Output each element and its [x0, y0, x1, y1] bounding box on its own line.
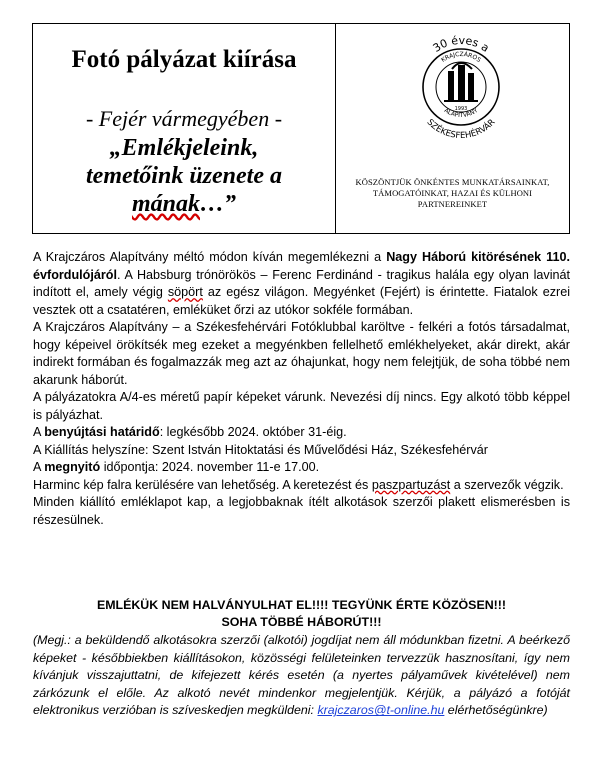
note — [33, 632, 570, 720]
motto-line-1: „Emlékjeleink, — [109, 135, 259, 161]
paragraph-intro — [33, 249, 570, 319]
page-title: Fotó pályázat kiírása — [71, 46, 297, 73]
note-end: elérhetőségünkre) — [444, 703, 548, 718]
deadline-prefix: A — [33, 425, 45, 439]
subtitle: - Fejér vármegyében - — [85, 106, 283, 131]
paragraph-framing — [33, 477, 570, 495]
intro-wavy-word: söpört — [167, 285, 203, 299]
note-text: (Megj.: a beküldendő alkotásokra szerzői (alkotói) jogdíjat nem áll módunkban fizetni. A beérkező képeket - későbbiekben kiállításokon, közösségi felületeinken tervezzük hasznosítani, így nem kívánjuk visszajuttatni, de kifejezett kérés esetén (a nyertes pályaművek kivételével) nem zárkózunk el előle. Az alkotó nevét mindenkor megjelentjük. Kérjük, a pályázó a fotóját elektronikus verzióban is szíveskedjen megküldeni: — [33, 633, 570, 718]
opening-prefix: A — [33, 460, 45, 474]
email-link[interactable]: krajczaros@t-online.hu — [317, 703, 445, 718]
deadline-label: benyújtási határidő — [44, 425, 160, 439]
deadline-value: : legkésőbb 2024. október 31-éig. — [159, 425, 347, 439]
framing-text-b: a szervezők végzik. — [450, 477, 564, 492]
slogan-line-2: SOHA TÖBBÉ HÁBORÚT!!! — [221, 615, 382, 629]
slogan-line-1: EMLÉKÜK NEM HALVÁNYULHAT EL!!!! TEGYÜNK ÉRTE KÖZÖSEN!!! — [96, 598, 507, 612]
paragraph-opening — [33, 459, 570, 477]
paragraph-venue: A Kiállítás helyszíne: Szent István Hitoktatási és Művelődési Ház, Székesfehérvár — [33, 442, 488, 457]
header-box — [32, 23, 570, 234]
motto-line-2: temetőink üzenete a — [86, 163, 282, 189]
logo-inner-bottom: ALAPÍTVÁNY — [442, 107, 480, 120]
svg-text:SZÉKESFEHÉRVÁR — [425, 117, 498, 141]
paragraph-deadline — [33, 424, 570, 442]
paragraph-awards: Minden kiállító emléklapot kap, a legjobbaknak ítélt alkotások szerzői plakett elismerésben is részesülnek. — [33, 495, 570, 527]
motto-word: mának — [131, 191, 200, 217]
logo-year: 1993 — [454, 106, 468, 112]
logo-bottom-text: SZÉKESFEHÉRVÁR — [424, 117, 498, 142]
intro-text-c: az egész világon. Megyénket (Fejért) is érintette. Fiatalok ezrei vesztek ott a csatatéren, emléküket őrzi az utókor sokféle formában. — [33, 285, 571, 317]
foundation-logo-icon — [406, 27, 516, 175]
logo-top-text: 30 éves a — [430, 33, 492, 55]
slogan — [33, 597, 570, 631]
paragraph-format: A pályázatokra A/4-es méretű papír képeket várunk. Nevezési díj nincs. Egy alkotó több képpel is pályázhat. — [33, 390, 570, 422]
motto-end: …” — [200, 191, 236, 217]
announcement-body — [33, 249, 570, 529]
title-panel — [33, 24, 336, 233]
logo-panel — [336, 24, 569, 233]
opening-label: megnyitó — [44, 460, 101, 474]
paragraph-request: A Krajczáros Alapítvány – a Székesfehérvári Fotóklubbal karöltve - felkéri a fotós társadalmat, hogy képeivel örökítsék meg ezeket a megyénkben fellelhető emlékhelyeket, akár direkt, akár indirekt formában és fogalmazzák meg azt az óhajunkat, hogy nem felejtjük, de soha többé nem akarunk háborút. — [33, 320, 570, 387]
anniversary-highlight: Nagy Háború kitörésének 110. évfordulójáról — [33, 250, 570, 282]
framing-wavy-word: paszpartuzást — [371, 477, 451, 492]
opening-value: időpontja: 2024. november 11-e 17.00. — [100, 460, 320, 474]
framing-text-a: Harminc kép falra kerülésére van lehetőség. A keretezést és — [33, 477, 372, 492]
thanks-text: KÖSZÖNTJÜK ÖNKÉNTES MUNKATÁRSAINKAT, TÁMOGATÓINKAT, HAZAI ÉS KÜLHONI PARTNEREINKET — [355, 177, 550, 209]
logo-inner-text: KRAJCZÁROS — [440, 50, 482, 64]
motto — [43, 134, 325, 218]
intro-text-b: . A Habsburg trónörökös – Ferenc Ferdinánd - tragikus halála egy olyan lavinát indított el, amely végig — [33, 267, 570, 299]
intro-text-a: A Krajczáros Alapítvány méltó módon kíván megemlékezni a — [33, 250, 387, 264]
